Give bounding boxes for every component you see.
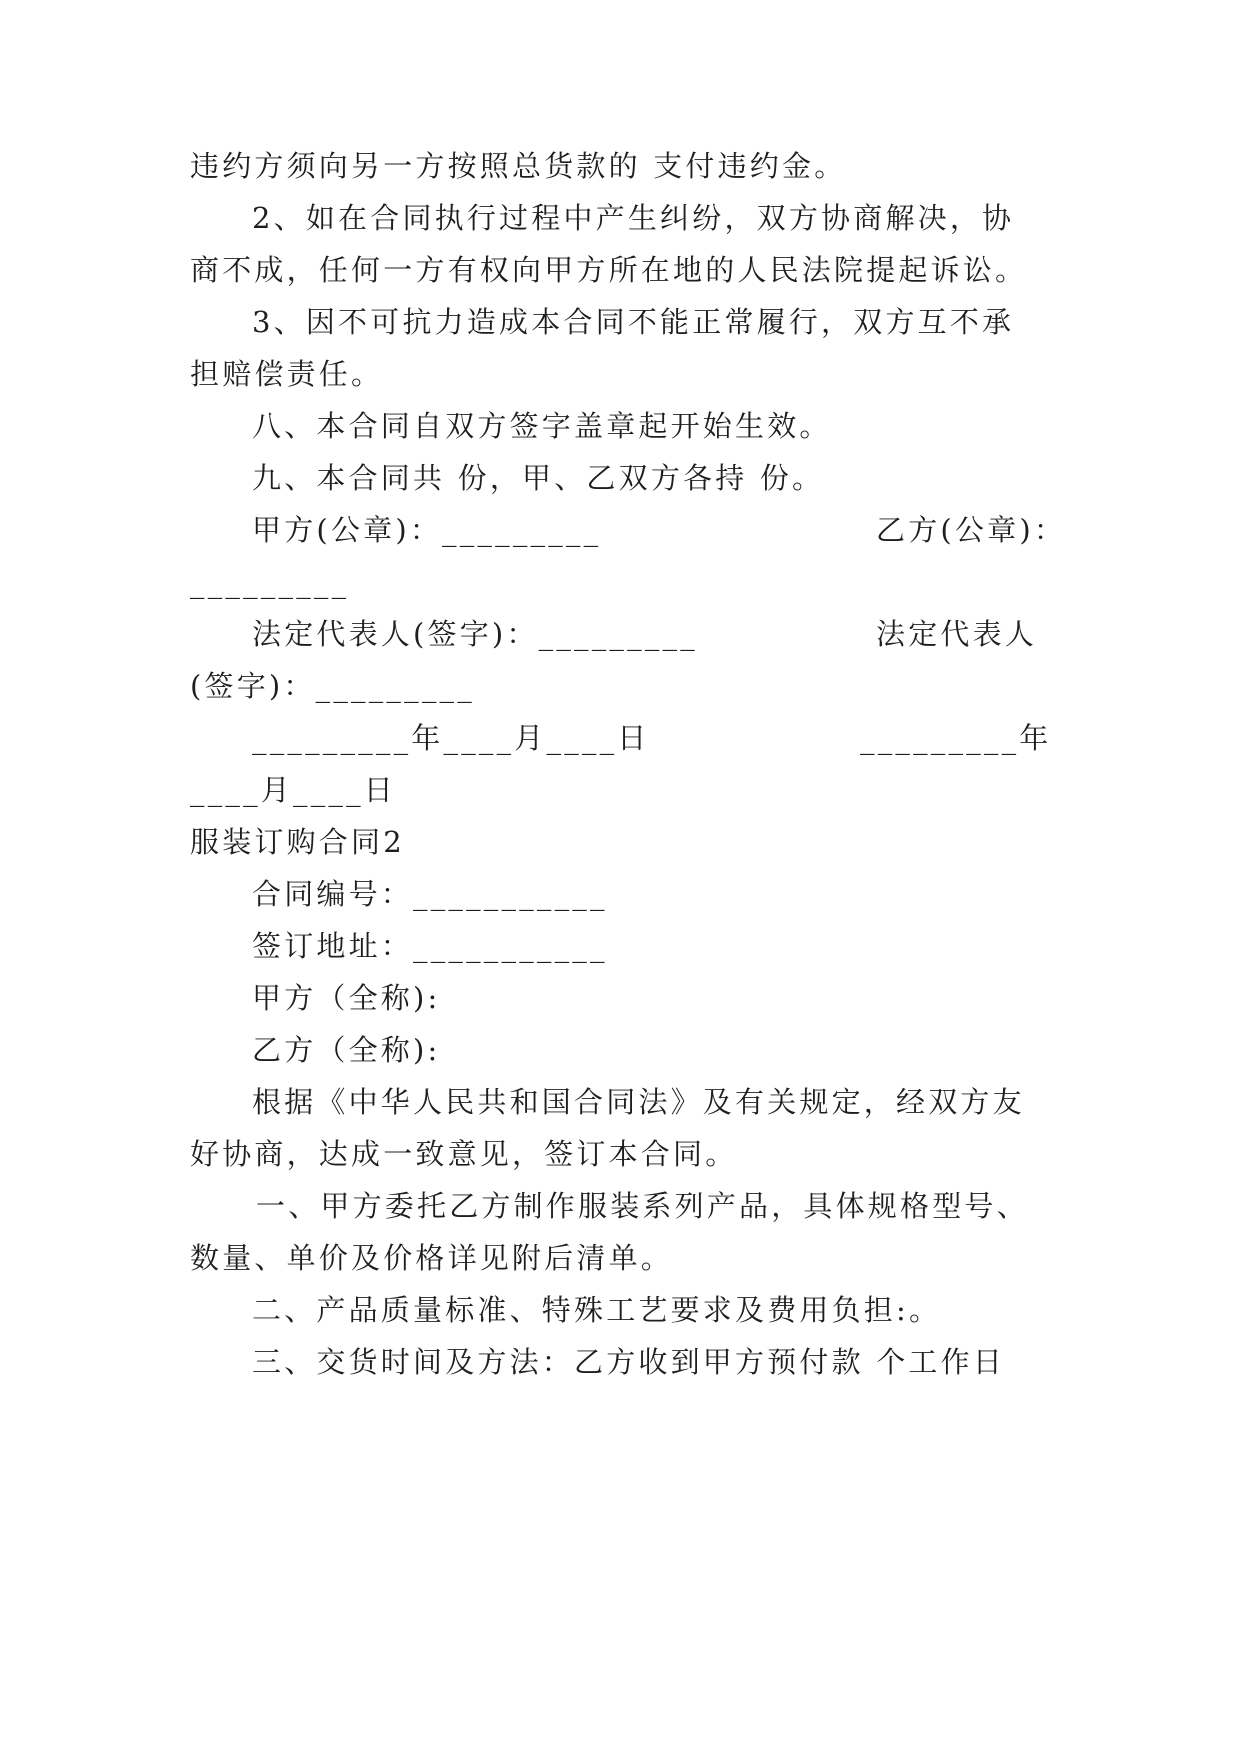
legal-rep-b: 法定代表人 — [876, 617, 1038, 651]
text-line: 违约方须向另一方按照总货款的 支付违约金。 — [190, 149, 847, 183]
contract-2-title: 服装订购合同2 — [190, 825, 405, 859]
clause-1-line-1: 一、甲方委托乙方制作服装系列产品，具体规格型号、 — [256, 1189, 1029, 1223]
clause-8: 八、本合同自双方签字盖章起开始生效。 — [252, 409, 832, 443]
party-a-seal: 甲方(公章)：_________ — [252, 513, 602, 547]
clause-3: 三、交货时间及方法：乙方收到甲方预付款 个工作日 — [252, 1345, 1006, 1379]
clause-7-3-line-1: 3、因不可抗力造成本合同不能正常履行，双方互不承 — [252, 305, 1015, 339]
party-b-fullname: 乙方（全称): — [252, 1033, 441, 1067]
clause-7-2-line-2: 商不成，任何一方有权向甲方所在地的人民法院提起诉讼。 — [190, 253, 1028, 287]
date-a: _________年____月____日 — [252, 721, 650, 755]
preamble-line-2: 好协商，达成一致意见，签订本合同。 — [190, 1137, 738, 1171]
party-b-seal-blank: _________ — [190, 565, 350, 599]
clause-7-3-line-2: 担赔偿责任。 — [190, 357, 384, 391]
clause-7-2-line-1: 2、如在合同执行过程中产生纠纷，双方协商解决，协 — [252, 201, 1015, 235]
clause-2: 二、产品质量标准、特殊工艺要求及费用负担:。 — [252, 1293, 942, 1327]
clause-9: 九、本合同共 份，甲、乙双方各持 份。 — [252, 461, 825, 495]
party-b-seal: 乙方(公章)： — [876, 513, 1067, 547]
date-b-month-day: ____月____日 — [190, 773, 397, 807]
date-b-year: _________年 — [860, 721, 1052, 755]
legal-rep-b-signature: (签字)：_________ — [190, 669, 475, 703]
contract-number: 合同编号：___________ — [252, 877, 608, 911]
party-a-fullname: 甲方（全称): — [252, 981, 441, 1015]
clause-1-line-2: 数量、单价及价格详见附后清单。 — [190, 1241, 674, 1275]
signing-address: 签订地址：___________ — [252, 929, 608, 963]
preamble-line-1: 根据《中华人民共和国合同法》及有关规定，经双方友 — [252, 1085, 1025, 1119]
legal-rep-a: 法定代表人(签字)：_________ — [252, 617, 698, 651]
